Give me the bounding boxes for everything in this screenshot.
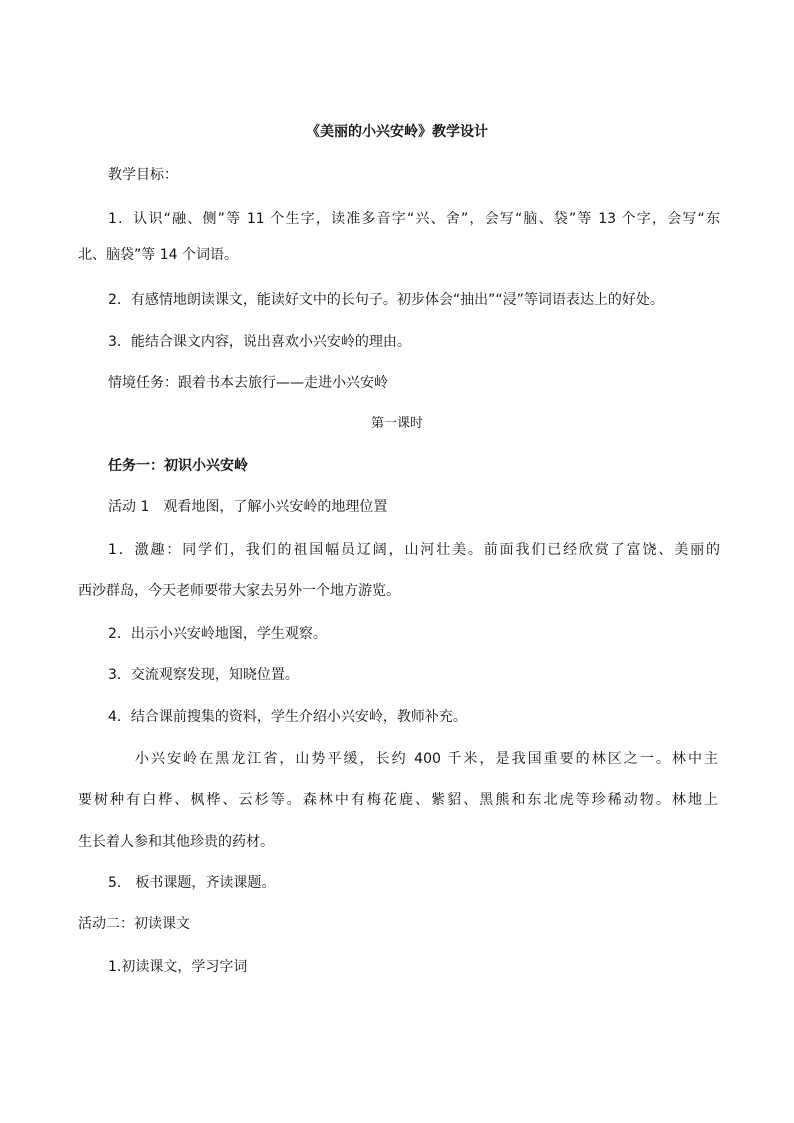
- task-1-heading: 任务一：初识小兴安岭: [108, 458, 248, 474]
- activity-1-heading: 活动 1 观看地图，了解小兴安岭的地理位置: [108, 499, 388, 515]
- lesson-heading: 第一课时: [370, 416, 423, 431]
- activity-2-heading: 活动二：初读课文: [78, 916, 190, 932]
- objective-1-line-2: 北、脑袋”等 14 个词语。: [78, 247, 238, 263]
- objectives-heading: 教学目标：: [108, 167, 178, 183]
- objective-1-line-1: 1．认识“融、侧”等 11 个生字，读准多音字“兴、舍”，会写“脑、袋”等 13 个字，会写“东: [108, 211, 720, 227]
- document-title: 《美丽的小兴安岭》教学设计: [306, 124, 488, 140]
- intro-paragraph-line-1: 小兴安岭在黑龙江省，山势平缓，长约 400 千米，是我国重要的林区之一。林中主: [135, 751, 718, 767]
- step-3: 3．交流观察发现，知晓位置。: [108, 667, 299, 683]
- step-2: 2．出示小兴安岭地图，学生观察。: [108, 626, 327, 642]
- activity-2-step-1: 1.初读课文，学习字词: [108, 959, 248, 975]
- objective-3: 3．能结合课文内容，说出喜欢小兴安岭的理由。: [108, 334, 411, 350]
- step-5: 5. 板书课题，齐读课题。: [108, 875, 276, 891]
- step-1-line-1: 1．激趣：同学们，我们的祖国幅员辽阔，山河壮美。前面我们已经欣赏了富饶、美丽的: [108, 542, 720, 558]
- intro-paragraph-line-2: 要树种有白桦、枫桦、云杉等。森林中有梅花鹿、紫貂、黑熊和东北虎等珍稀动物。林地上: [78, 792, 718, 808]
- objective-2: 2．有感情地朗读课文，能读好文中的长句子。初步体会“抽出”“浸”等词语表达上的好处。: [108, 292, 664, 308]
- step-4: 4．结合课前搜集的资料，学生介绍小兴安岭，教师补充。: [108, 709, 467, 725]
- step-1-line-2: 西沙群岛，今天老师要带大家去另外一个地方游览。: [78, 583, 400, 599]
- intro-paragraph-line-3: 生长着人参和其他珍贵的药材。: [78, 834, 274, 850]
- situation-task: 情境任务：跟着书本去旅行——走进小兴安岭: [108, 375, 388, 391]
